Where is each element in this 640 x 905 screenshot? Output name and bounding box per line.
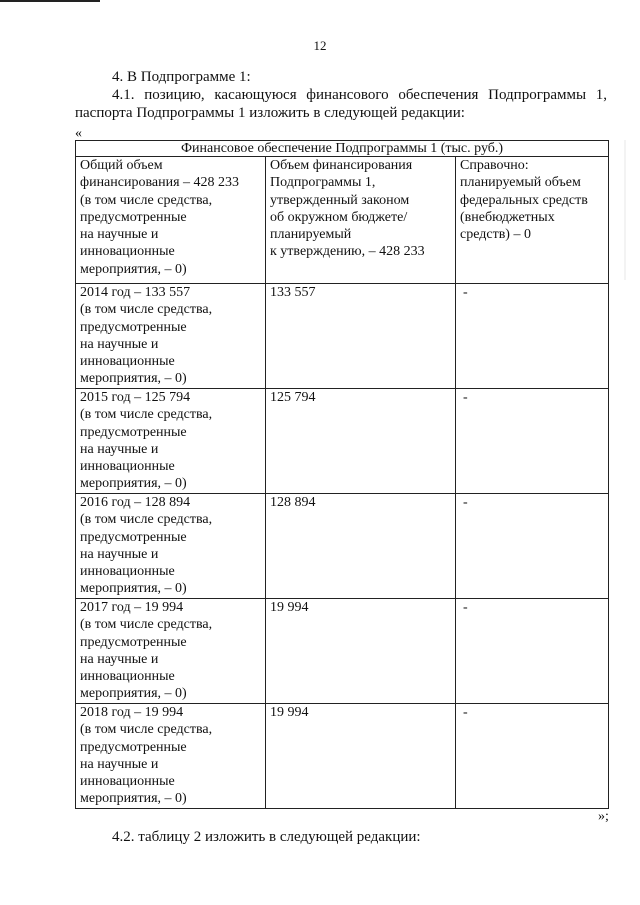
table-row	[76, 389, 609, 494]
table-row	[76, 704, 609, 809]
amount-cell: 19 994	[266, 704, 456, 809]
header-subprogram-volume: Объем финансирования Подпрограммы 1, утвержденный законом об окружном бюджете/ планируемый к утверждению, – 428 233	[266, 157, 456, 284]
item-4-1-paragraph	[75, 86, 607, 122]
reference-cell: -	[456, 599, 609, 704]
year-cell: 2015 год – 125 794 (в том числе средства, предусмотренные на научные и инновационные мероприятия, – 0)	[76, 389, 266, 494]
scan-edge-mark	[0, 0, 100, 2]
section-heading: 4. В Подпрограмме 1:	[112, 69, 251, 85]
open-quote: «	[75, 126, 82, 141]
item-4-2-paragraph: 4.2. таблицу 2 изложить в следующей редакции:	[112, 829, 421, 845]
amount-cell: 19 994	[266, 599, 456, 704]
reference-cell: -	[456, 284, 609, 389]
close-quote: »;	[598, 809, 609, 824]
page-number: 12	[313, 38, 327, 53]
table-row	[76, 599, 609, 704]
amount-cell: 133 557	[266, 284, 456, 389]
reference-cell: -	[456, 389, 609, 494]
item-4-1-line-1: 4.1. позицию, касающуюся финансового обеспечения Подпрограммы 1,	[112, 87, 607, 103]
financing-table	[75, 140, 609, 809]
scan-shadow	[624, 140, 626, 280]
amount-cell: 125 794	[266, 389, 456, 494]
amount-cell: 128 894	[266, 494, 456, 599]
table-row	[76, 284, 609, 389]
header-reference-federal: Справочно: планируемый объем федеральных средств (внебюджетных средств) – 0	[456, 157, 609, 284]
year-cell: 2016 год – 128 894 (в том числе средства, предусмотренные на научные и инновационные мероприятия, – 0)	[76, 494, 266, 599]
year-cell: 2018 год – 19 994 (в том числе средства, предусмотренные на научные и инновационные мероприятия, – 0)	[76, 704, 266, 809]
table-caption: Финансовое обеспечение Подпрограммы 1 (тыс. руб.)	[76, 141, 609, 157]
header-total-volume: Общий объем финансирования – 428 233 (в том числе средства, предусмотренные на научные и инновационные мероприятия, – 0)	[76, 157, 266, 284]
reference-cell: -	[456, 494, 609, 599]
item-4-1-line-2: паспорта Подпрограммы 1 изложить в следующей редакции:	[75, 105, 465, 121]
year-cell: 2014 год – 133 557 (в том числе средства, предусмотренные на научные и инновационные мероприятия, – 0)	[76, 284, 266, 389]
year-cell: 2017 год – 19 994 (в том числе средства, предусмотренные на научные и инновационные мероприятия, – 0)	[76, 599, 266, 704]
reference-cell: -	[456, 704, 609, 809]
table-header-row	[76, 157, 609, 284]
table-row	[76, 494, 609, 599]
